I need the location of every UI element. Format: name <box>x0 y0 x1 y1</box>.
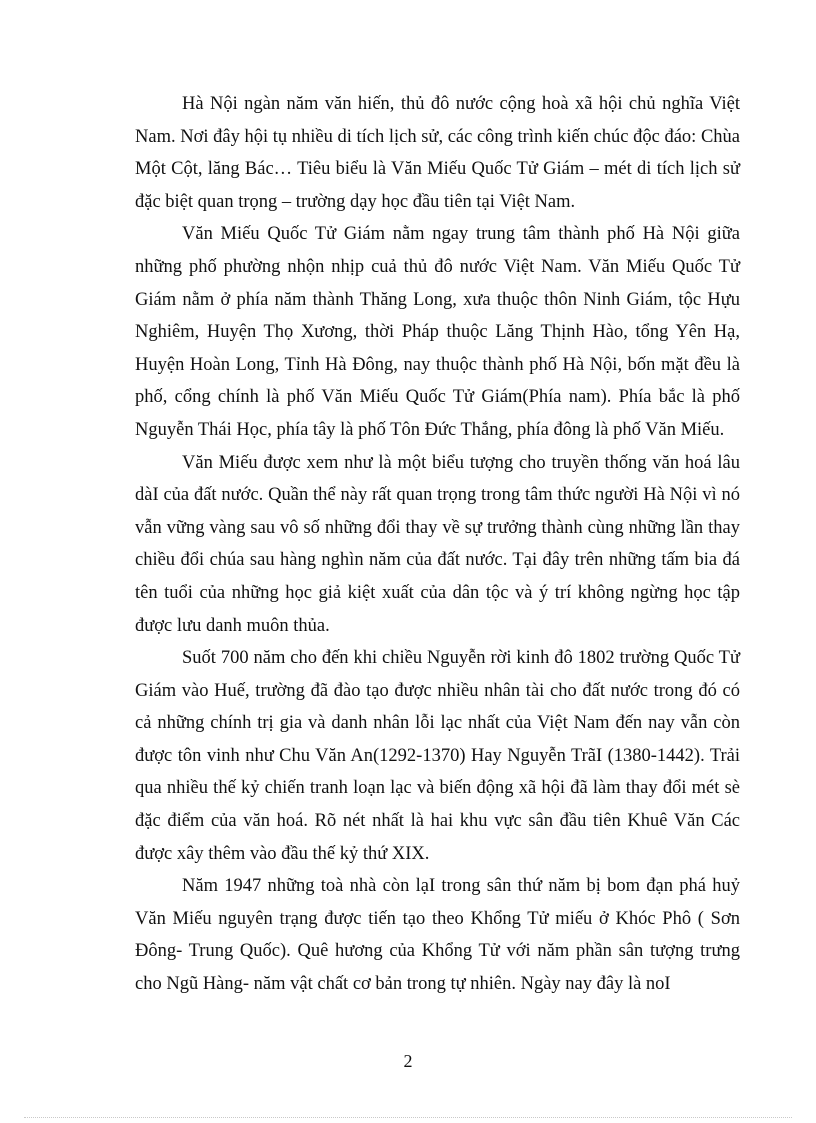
paragraph-intro: Hà Nội ngàn năm văn hiến, thủ đô nước cộng hoà xã hội chủ nghĩa Việt Nam. Nơi đây hội tụ nhiều di tích lịch sử, các công trình kiến chúc độc đáo: Chùa Một Cột, lăng Bác… Tiêu biểu là Văn Miếu Quốc Tử Giám – mét di tích lịch sử đặc biệt quan trọng – trường dạy học đầu tiên tại Việt Nam. <box>135 94 740 212</box>
page-bottom-edge <box>24 1117 792 1118</box>
page-number: 2 <box>403 1051 413 1071</box>
paragraph-reconstruction: Năm 1947 những toà nhà còn lạI trong sân thứ năm bị bom đạn phá huỷ Văn Miếu nguyên trạng được tiến tạo theo Khổng Tử miếu ở Khóc Phô ( Sơn Đông- Trung Quốc). Quê hương của Khổng Tử với năm phần sân tượng trưng cho Ngũ Hàng- năm vật chất cơ bản trong tự nhiên. Ngày nay đây là noI <box>135 876 740 995</box>
document-body <box>135 88 740 1001</box>
paragraph-symbol: Văn Miếu được xem như là một biểu tượng cho truyền thống văn hoá lâu dàI của đất nước. Quần thể này rất quan trọng trong tâm thức người Hà Nội vì nó vẫn vững vàng sau vô số những đổi thay về sự trưởng thành cùng những lần thay chiều đổi chúa sau hàng nghìn năm của đất nước. Tại đây trên những tấm bia đá tên tuổi của những học giả kiệt xuất của dân tộc và ý trí không ngừng học tập được lưu danh muôn thủa. <box>135 452 740 636</box>
paragraph-history: Suốt 700 năm cho đến khi chiều Nguyễn rời kinh đô 1802 trường Quốc Tử Giám vào Huế, trường đã đào tạo được nhiều nhân tài cho đất nước trong đó có cả những chính trị gia và danh nhân lỗi lạc nhất của Việt Nam đến nay vẫn còn được tôn vinh như Chu Văn An(1292-1370) Hay Nguyễn TrãI (1380-1442). Trải qua nhiều thế kỷ chiến tranh loạn lạc và biến động xã hội đã làm thay đổi mét sè đặc điểm của văn hoá. Rõ nét nhất là hai khu vực sân đầu tiên Khuê Văn Các được xây thêm vào đầu thế kỷ thứ XIX. <box>135 648 740 864</box>
paragraph-location: Văn Miếu Quốc Tử Giám nằm ngay trung tâm thành phố Hà Nội giữa những phố phường nhộn nhịp cuả thủ đô nước Việt Nam. Văn Miếu Quốc Tử Giám nằm ở phía năm thành Thăng Long, xưa thuộc thôn Ninh Giám, tộc Hựu Nghiêm, Huyện Thọ Xương, thời Pháp thuộc Lăng Thịnh Hào, tổng Yên Hạ, Huyện Hoàn Long, Tỉnh Hà Đông, nay thuộc thành phố Hà Nội, bốn mặt đều là phố, cổng chính là phố Văn Miếu Quốc Tử Giám(Phía nam). Phía bắc là phố Nguyễn Thái Học, phía tây là phố Tôn Đức Thắng, phía đông là phố Văn Miếu. <box>135 224 740 440</box>
